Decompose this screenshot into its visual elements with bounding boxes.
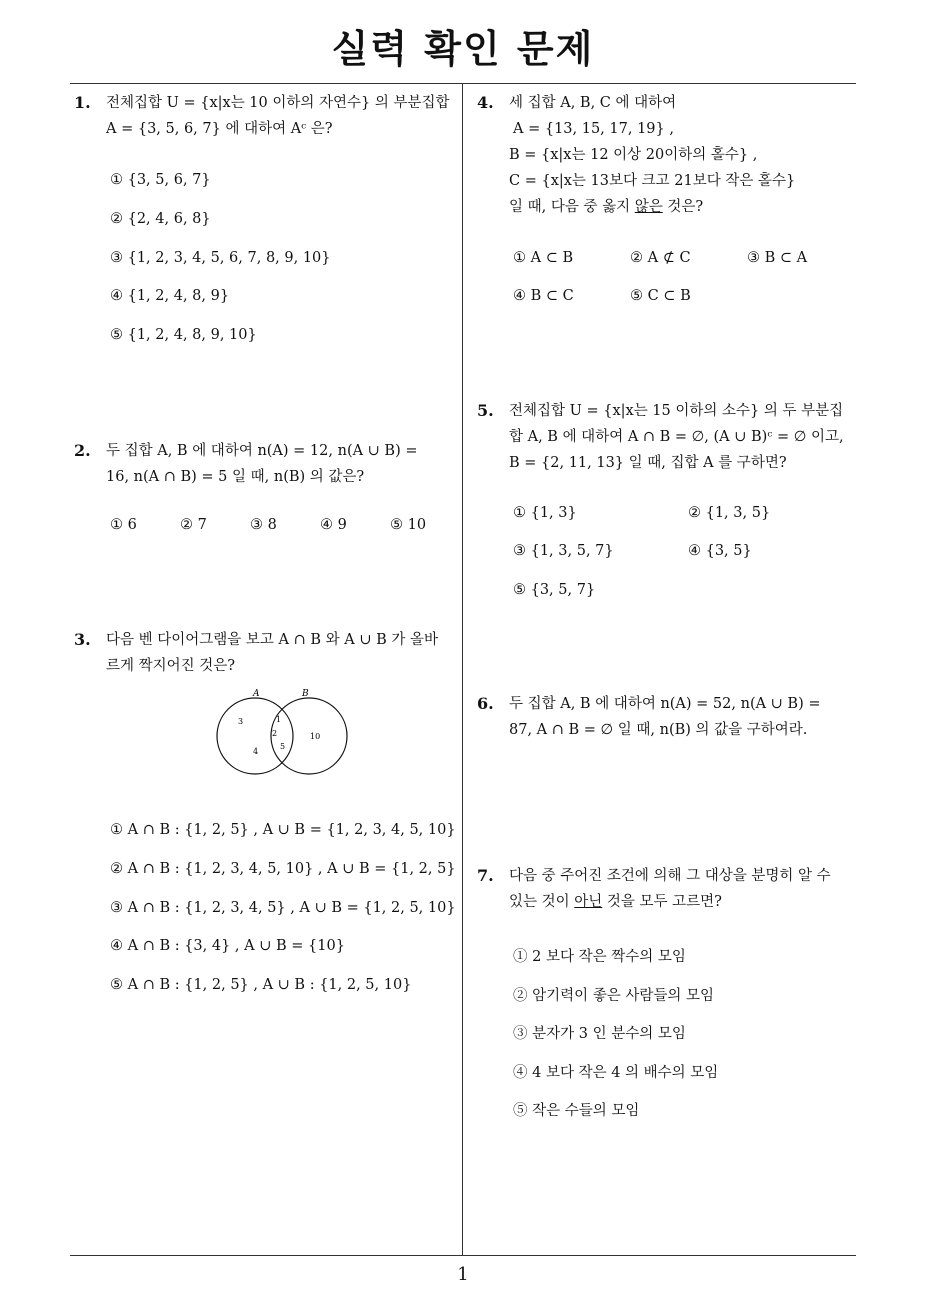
stem-text: 것을 모두 고르면? [602, 894, 722, 910]
stem-line: 전체집합 U = {x|x는 15 이하의 소수} 의 두 부분집 [509, 403, 844, 419]
answer-option[interactable]: ② A ⊄ C [630, 250, 691, 266]
page-title: 실력 확인 문제 [331, 27, 595, 71]
venn-element: 10 [310, 732, 321, 741]
stem-line: 87, A ∩ B = ∅ 일 때, n(B) 의 값을 구하여라. [509, 722, 808, 738]
stem-line: A = {3, 5, 6, 7} 에 대하여 Aᶜ 은? [106, 121, 333, 137]
stem-text: 것은? [662, 199, 704, 215]
answer-option[interactable]: ④ 9 [320, 517, 347, 533]
answer-option[interactable]: ② {2, 4, 6, 8} [110, 211, 211, 227]
stem-line: 다음 벤 다이어그램을 보고 A ∩ B 와 A ∪ B 가 올바 [106, 632, 438, 648]
question-stem [106, 627, 438, 679]
answer-option[interactable]: ② {1, 3, 5} [688, 505, 771, 521]
question-number: 1. [74, 93, 91, 112]
answer-option[interactable]: ⑤ 10 [390, 517, 427, 533]
question-stem [509, 90, 795, 220]
set-b-circle [271, 698, 347, 774]
answer-option[interactable]: ① 2 보다 작은 짝수의 모임 [513, 949, 686, 965]
underlined-word: 않은 [634, 199, 663, 215]
question-number: 4. [477, 93, 494, 112]
stem-text: 있는 것이 [509, 894, 575, 910]
question-stem [509, 691, 821, 743]
stem-line: 16, n(A ∩ B) = 5 일 때, n(B) 의 값은? [106, 469, 365, 485]
answer-option[interactable]: ② A ∩ B : {1, 2, 3, 4, 5, 10} , A ∪ B = {1, 2, 5} [110, 861, 456, 877]
answer-option[interactable]: ① A ∩ B : {1, 2, 5} , A ∪ B = {1, 2, 3, 4, 5, 10} [110, 822, 456, 838]
answer-option[interactable]: ③ {1, 3, 5, 7} [513, 543, 614, 559]
stem-line: 르게 짝지어진 것은? [106, 658, 236, 674]
answer-option[interactable]: ① 6 [110, 517, 137, 533]
answer-option[interactable]: ③ {1, 2, 3, 4, 5, 6, 7, 8, 9, 10} [110, 250, 331, 266]
stem-line: 세 집합 A, B, C 에 대하여 [509, 95, 677, 111]
answer-option[interactable]: ③ B ⊂ A [747, 250, 808, 266]
answer-option[interactable]: ④ 4 보다 작은 4 의 배수의 모임 [513, 1065, 719, 1081]
question-number: 7. [477, 866, 494, 885]
answer-option[interactable]: ① {1, 3} [513, 505, 577, 521]
answer-option[interactable]: ① A ⊂ B [513, 250, 574, 266]
venn-element: 4 [253, 747, 259, 756]
answer-option[interactable]: ④ B ⊂ C [513, 288, 574, 304]
venn-element: 1 [276, 715, 282, 724]
answer-option[interactable]: ② 암기력이 좋은 사람들의 모임 [513, 988, 715, 1004]
stem-line: 합 A, B 에 대하여 A ∩ B = ∅, (A ∪ B)ᶜ = ∅ 이고, [509, 429, 844, 445]
answer-option[interactable]: ③ A ∩ B : {1, 2, 3, 4, 5} , A ∪ B = {1, 2, 5, 10} [110, 900, 456, 916]
answer-option[interactable]: ③ 8 [250, 517, 277, 533]
question-number: 5. [477, 401, 494, 420]
column-divider [462, 84, 463, 1256]
answer-option[interactable]: ① {3, 5, 6, 7} [110, 172, 211, 188]
question-stem [509, 863, 831, 915]
answer-option[interactable]: ④ {3, 5} [688, 543, 752, 559]
stem-line: 두 집합 A, B 에 대하여 n(A) = 12, n(A ∪ B) = [106, 443, 418, 459]
stem-line: 두 집합 A, B 에 대하여 n(A) = 52, n(A ∪ B) = [509, 696, 821, 712]
stem-text: 일 때, 다음 중 옳지 [509, 199, 635, 215]
question-stem [106, 438, 418, 490]
answer-option[interactable]: ② 7 [180, 517, 207, 533]
venn-label-b: B [302, 689, 309, 699]
question-number: 2. [74, 441, 91, 460]
stem-line: 전체집합 U = {x|x는 10 이하의 자연수} 의 부분집합 [106, 95, 450, 111]
answer-option[interactable]: ③ 분자가 3 인 분수의 모임 [513, 1026, 686, 1042]
stem-line: 다음 중 주어진 조건에 의해 그 대상을 분명히 알 수 [509, 868, 831, 884]
venn-element: 3 [238, 717, 244, 726]
venn-label-a: A [253, 689, 260, 699]
question-stem [106, 90, 450, 142]
bottom-rule [70, 1255, 856, 1256]
stem-line: B = {x|x는 12 이상 20이하의 홀수} , [509, 147, 758, 163]
page-number: 1 [457, 1264, 469, 1285]
answer-option[interactable]: ⑤ C ⊂ B [630, 288, 691, 304]
underlined-word: 아닌 [574, 894, 603, 910]
stem-line [509, 889, 831, 915]
stem-line: C = {x|x는 13보다 크고 21보다 작은 홀수} [509, 173, 796, 189]
question-stem [509, 398, 844, 476]
stem-line: B = {2, 11, 13} 일 때, 집합 A 를 구하면? [509, 455, 787, 471]
answer-option[interactable]: ⑤ {3, 5, 7} [513, 582, 596, 598]
stem-line: A = {13, 15, 17, 19} , [513, 121, 674, 137]
answer-option[interactable]: ⑤ 작은 수들의 모임 [513, 1103, 640, 1119]
venn-element: 2 [272, 729, 278, 738]
venn-element: 5 [280, 742, 286, 751]
answer-option[interactable]: ⑤ {1, 2, 4, 8, 9, 10} [110, 327, 257, 343]
question-number: 3. [74, 630, 91, 649]
stem-line [509, 194, 795, 220]
top-rule [70, 83, 856, 84]
answer-option[interactable]: ⑤ A ∩ B : {1, 2, 5} , A ∪ B : {1, 2, 5, 10} [110, 977, 412, 993]
venn-diagram [205, 684, 355, 776]
answer-option[interactable]: ④ A ∩ B : {3, 4} , A ∪ B = {10} [110, 938, 345, 954]
question-number: 6. [477, 694, 494, 713]
answer-option[interactable]: ④ {1, 2, 4, 8, 9} [110, 288, 230, 304]
